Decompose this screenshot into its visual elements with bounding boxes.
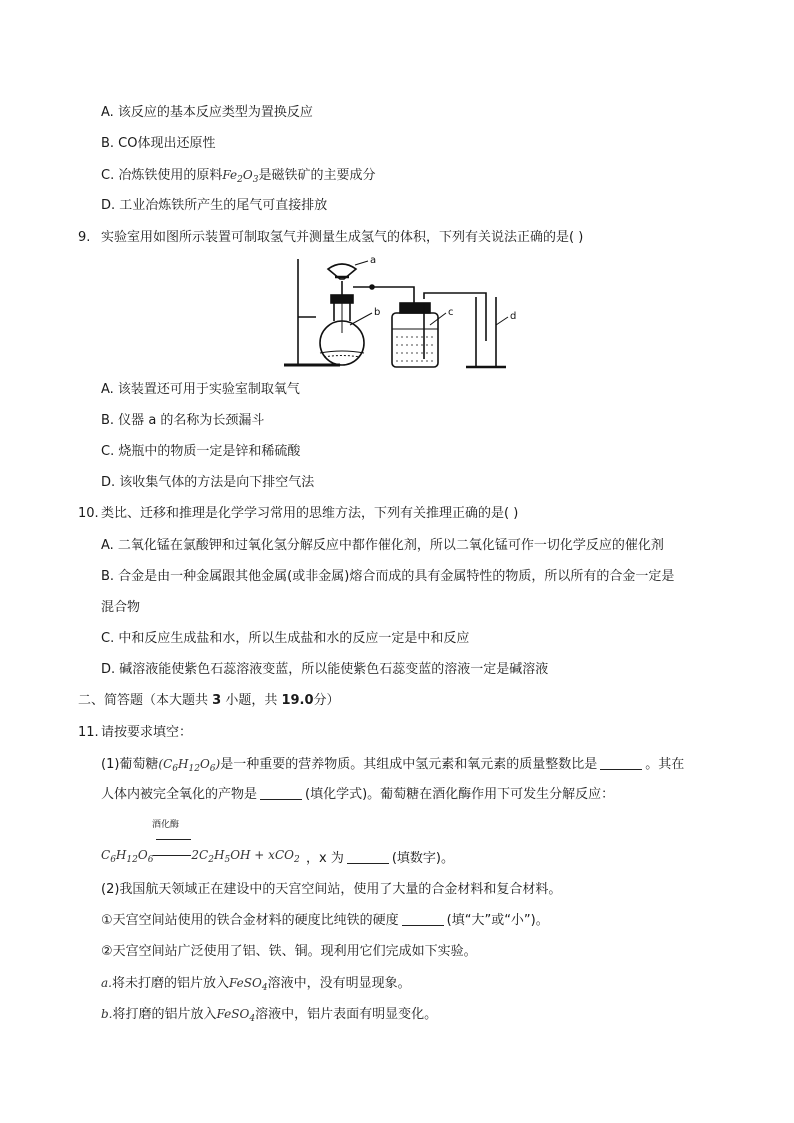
q9-option-c: C. 烧瓶中的物质一定是锌和稀硫酸: [101, 444, 301, 459]
q8-option-b: B. CO体现出还原性: [101, 136, 216, 151]
answer-blank-product[interactable]: [260, 787, 302, 800]
q11-part1-line2: 人体内被完全氧化的产物是 (填化学式)。葡萄糖在酒化酶作用下可发生分解反应：: [101, 787, 615, 802]
q8-option-c: [101, 166, 375, 189]
section-heading: 二、简答题（本大题共 3 小题，共 19.0分）: [78, 693, 340, 708]
question-count: 3: [212, 693, 222, 708]
answer-blank-x[interactable]: [347, 851, 389, 864]
q11-part2-item1: ①天宫空间站使用的铁合金材料的硬度比纯铁的硬度 (填“大”或“小”)。: [101, 913, 549, 928]
q10-option-a: A. 二氧化锰在氯酸钾和过氧化氢分解反应中都作催化剂，所以二氧化锰可作一切化学反应的催化剂: [101, 538, 664, 553]
label-a: a: [370, 255, 377, 266]
label-d: d: [510, 311, 517, 322]
formula-equation: $C_6H_{12}O_6$ $2C_2H_5OH + xCO_2$: [101, 848, 300, 865]
section-score: 19.0: [281, 693, 314, 708]
formula-feso4-b: FeSO$_4$: [216, 1007, 256, 1024]
q8-option-a: A. 该反应的基本反应类型为置换反应: [101, 105, 313, 120]
q10-stem: 类比、迁移和推理是化学学习常用的思维方法，下列有关推理正确的是( ): [101, 506, 519, 521]
reaction-arrow-top: [156, 839, 191, 840]
q11-x-prompt: ，x 为 (填数字)。: [306, 851, 454, 866]
q9-option-a: A. 该装置还可用于实验室制取氧气: [101, 382, 300, 397]
q8-option-d: D. 工业冶炼铁所产生的尾气可直接排放: [101, 198, 328, 213]
q10-option-b: B. 合金是由一种金属跟其他金属(或非金属)熔合而成的具有金属特性的物质，所以所有的合金一定是: [101, 569, 675, 584]
q10-option-d: D. 碱溶液能使紫色石蕊溶液变蓝，所以能使紫色石蕊变蓝的溶液一定是碱溶液: [101, 662, 549, 677]
label-b: b: [374, 307, 381, 318]
q8-option-c-text: C. 冶炼铁使用的原料: [101, 168, 223, 183]
formula-fe2o3: $Fe_2O_3$: [222, 168, 259, 185]
q9-option-d: D. 该收集气体的方法是向下排空气法: [101, 475, 315, 490]
answer-blank-hardness[interactable]: [402, 913, 444, 926]
q11-experiment-a: a.将未打磨的铝片放入FeSO$_4$溶液中，没有明显现象。: [101, 976, 411, 993]
q9-stem: 实验室用如图所示装置可制取氢气并测量生成氢气的体积，下列有关说法正确的是( ): [101, 230, 584, 245]
apparatus-diagram: [280, 255, 520, 373]
q8-option-c-suffix: 是磁铁矿的主要成分: [258, 168, 376, 183]
q11-part2: (2)我国航天领域正在建设中的天宫空间站，使用了大量的合金材料和复合材料。: [101, 882, 562, 897]
q11-number: 11.: [78, 725, 99, 740]
q10-number: 10.: [78, 506, 99, 521]
bottle-c: [392, 313, 438, 367]
q11-part2-item2: ②天宫空间站广泛使用了铝、铁、铜。现利用它们完成如下实验。: [101, 944, 477, 959]
q9-option-b: B. 仪器 a 的名称为长颈漏斗: [101, 413, 265, 428]
q10-option-c: C. 中和反应生成盐和水，所以生成盐和水的反应一定是中和反应: [101, 631, 470, 646]
formula-glucose: $(C_6H_{12}O_6)$: [158, 757, 221, 774]
formula-feso4: FeSO$_4$: [228, 976, 268, 993]
q11-stem: 请按要求填空：: [101, 725, 193, 740]
reaction-equation: [101, 846, 300, 869]
q11-experiment-b: b.将打磨的铝片放入FeSO$_4$溶液中，铝片表面有明显变化。: [101, 1007, 438, 1024]
reaction-condition: 酒化酶: [152, 820, 180, 830]
q11-part1-line1: (1)葡萄糖$(C_6H_{12}O_6)$是一种重要的营养物质。其组成中氢元素和氧元素的质量整数比是 。其在: [101, 757, 685, 774]
q10-option-b-cont: 混合物: [101, 600, 141, 615]
q9-number: 9.: [78, 230, 91, 245]
answer-blank-ratio[interactable]: [600, 757, 642, 770]
label-c: c: [448, 307, 454, 318]
